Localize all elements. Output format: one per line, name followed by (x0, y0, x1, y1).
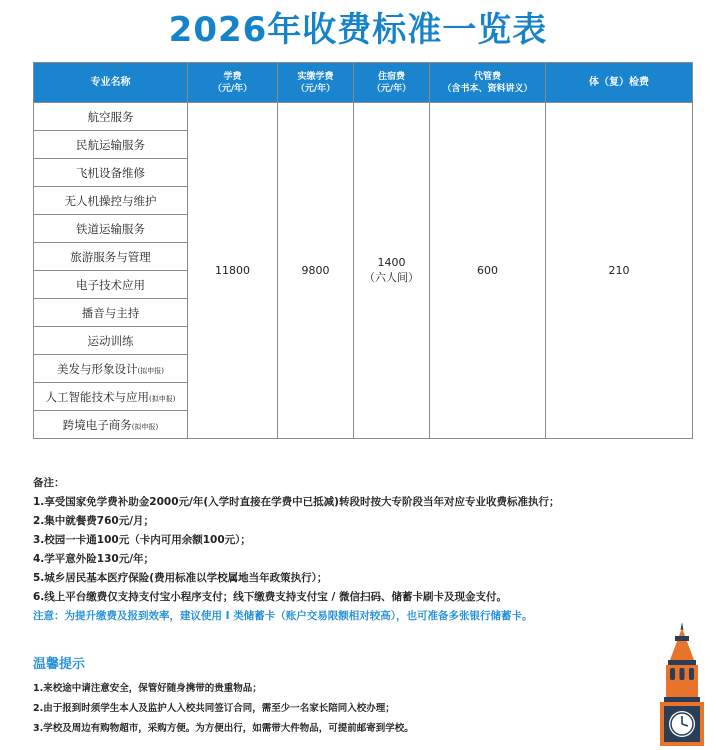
fee-value: 210 (608, 264, 630, 277)
major-pending-note: (拟申报) (131, 422, 159, 431)
note-warning: 注意：为提升缴费及报到效率，建议使用 I 类储蓄卡（账户交易限额相对较高），也可准备多张银行储蓄卡。 (33, 610, 533, 622)
notes-heading: 备注： (33, 477, 65, 489)
major-name: 播音与主持 (81, 305, 140, 320)
clock-tower-icon (654, 622, 710, 746)
major-name: 美发与形象设计 (57, 361, 138, 376)
page-title: 2026年收费标准一览表 (168, 10, 548, 50)
major-name: 运动训练 (87, 333, 134, 348)
major-name-cell (34, 411, 188, 439)
major-name: 飞机设备维修 (76, 165, 145, 180)
tip-item: 2.由于报到时须学生本人及监护人入校共同签订合同，需至少一名家长陪同入校办理； (33, 703, 395, 714)
agency-fee-cell (430, 103, 546, 439)
header-agency-fee: 代管费 （含书本、资料讲义） (430, 63, 546, 103)
fee-value: 600 (477, 264, 498, 277)
major-name-cell (34, 299, 188, 327)
major-name: 跨境电子商务 (62, 417, 132, 432)
major-name: 人工智能技术与应用 (45, 389, 150, 404)
tips-heading: 温馨提示 (33, 657, 86, 672)
actual-tuition-cell (278, 103, 354, 439)
note-item: 2.集中就餐费760元/月； (33, 515, 155, 527)
major-name: 铁道运输服务 (76, 221, 145, 236)
tip-item: 1.来校途中请注意安全，保管好随身携带的贵重物品； (33, 683, 262, 694)
major-name: 民航运输服务 (76, 137, 145, 152)
major-name: 旅游服务与管理 (70, 249, 151, 264)
fee-value: 9800 (301, 264, 330, 277)
note-item: 6.线上平台缴费仅支持支付宝小程序支付；线下缴费支持支付宝 / 微信扫码、储蓄卡刷卡及现金支付。 (33, 591, 507, 603)
fee-table (33, 62, 693, 439)
table-row (34, 103, 693, 131)
tips-section (33, 654, 653, 739)
note-item: 1.享受国家免学费补助金2000元/年(入学时直接在学费中已抵减)转段时按大专阶段当年对应专业收费标准执行； (33, 496, 560, 508)
table-header-row (34, 63, 693, 103)
major-name-cell (34, 215, 188, 243)
notes-section (33, 474, 683, 626)
header-actual-tuition: 实缴学费 （元/年） (278, 63, 354, 103)
dorm-fee-cell (354, 103, 430, 439)
major-name-cell (34, 159, 188, 187)
header-tuition: 学费 （元/年） (188, 63, 278, 103)
tuition-cell (188, 103, 278, 439)
major-name-cell (34, 243, 188, 271)
header-physical-exam-fee: 体（复）检费 (546, 63, 693, 103)
header-dorm-fee: 住宿费 （元/年） (354, 63, 430, 103)
major-name-cell (34, 355, 188, 383)
major-pending-note: (拟申报) (149, 394, 176, 403)
fee-note: （六人间） (364, 271, 419, 284)
major-name: 航空服务 (87, 109, 134, 124)
major-name-cell (34, 383, 188, 411)
major-name: 无人机操控与维护 (64, 193, 157, 208)
fee-value: 11800 (215, 264, 250, 277)
major-name-cell (34, 103, 188, 131)
major-name-cell (34, 131, 188, 159)
physical-exam-fee-cell (546, 103, 693, 439)
major-name: 电子技术应用 (76, 277, 145, 292)
note-item: 3.校园一卡通100元（卡内可用余额100元）； (33, 534, 251, 546)
header-major: 专业名称 (34, 63, 188, 103)
tip-item: 3.学校及周边有购物超市，采购方便。为方便出行，如需带大件物品，可提前邮寄到学校。 (33, 723, 414, 734)
fee-value: 1400 (377, 256, 406, 269)
major-pending-note: (拟申报) (137, 366, 164, 375)
major-name-cell (34, 187, 188, 215)
major-name-cell (34, 327, 188, 355)
note-item: 5.城乡居民基本医疗保险(费用标准以学校属地当年政策执行）； (33, 572, 328, 584)
note-item: 4.学平意外险130元/年； (33, 553, 155, 565)
major-name-cell (34, 271, 188, 299)
